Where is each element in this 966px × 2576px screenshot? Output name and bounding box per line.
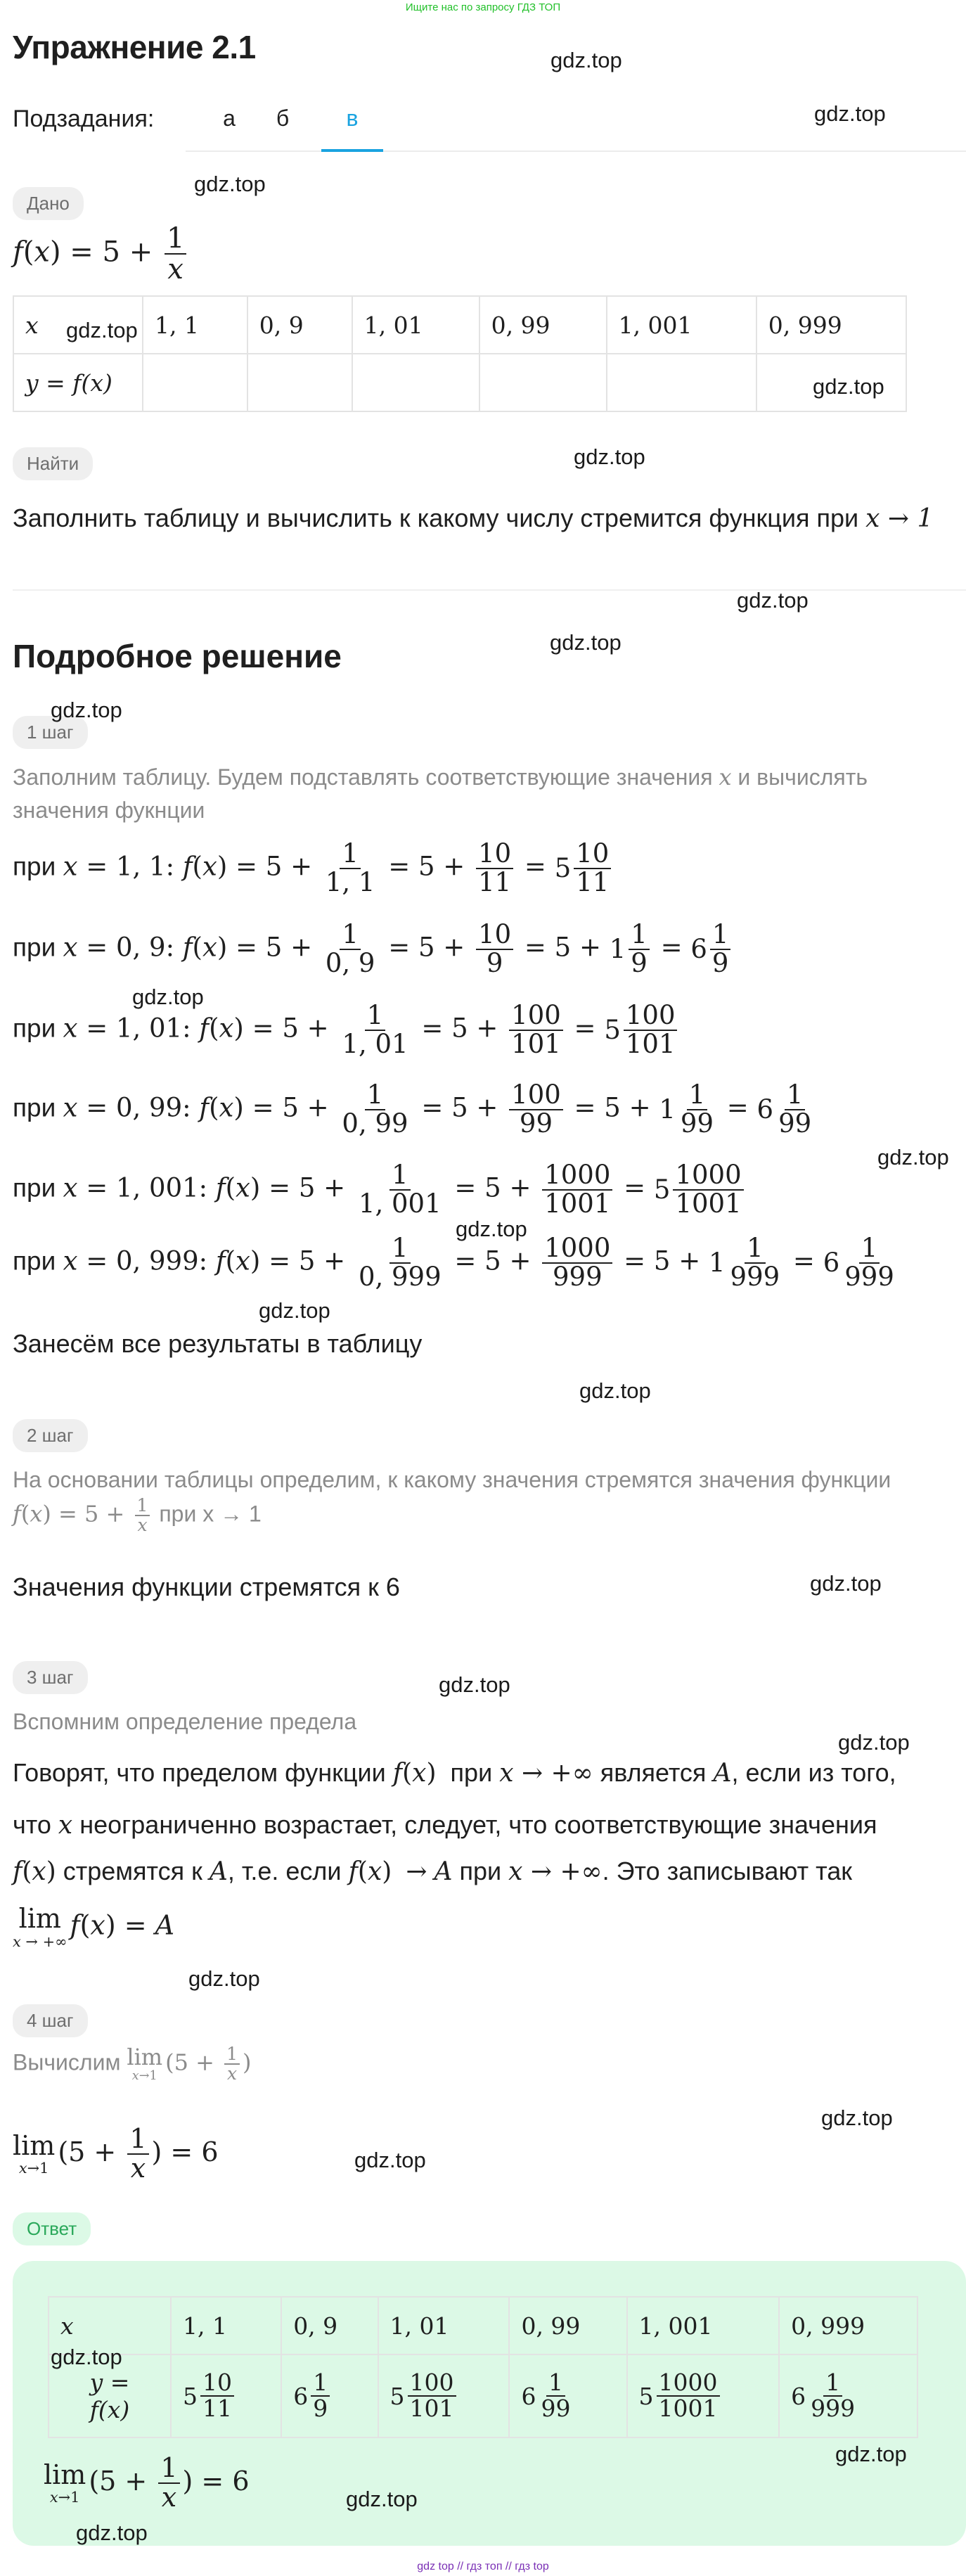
- step3-paragraph-3: f(x) стремятся к A, т.е. если f(x) → A при x → +∞. Это записывают так: [13, 1857, 852, 1886]
- table-cell: 0, 9: [247, 296, 352, 354]
- table-cell-empty: [607, 354, 756, 411]
- watermark: gdz.top: [835, 2442, 907, 2466]
- table-cell: 6 $\frac{1}{99}$: [509, 2354, 626, 2437]
- step2-intro: На основании таблицы определим, к какому значения стремятся значения функции: [13, 1467, 891, 1492]
- step4-intro: Вычислим lim x→1 (5 + $\frac{1}{x}$ ): [13, 2044, 252, 2084]
- find-badge: Найти: [13, 447, 93, 480]
- watermark: gdz.top: [194, 172, 266, 196]
- step2-formula: f(x) = 5 + $\frac{1}{x}$ при x → 1: [13, 1495, 262, 1536]
- table-y-label: y = f(x): [13, 354, 143, 411]
- active-tab-indicator: [321, 149, 383, 152]
- answer-y-label: y = f(x): [49, 2354, 171, 2437]
- watermark: gdz.top: [810, 1571, 882, 1596]
- watermark: gdz.top: [821, 2106, 893, 2130]
- given-function: f(x) = 5 + $\frac{1}{x}$: [13, 224, 189, 284]
- table-cell: 1, 1: [171, 2297, 281, 2354]
- divider: [13, 589, 966, 591]
- watermark: gdz.top: [354, 2148, 426, 2172]
- watermark: gdz.top: [574, 444, 645, 469]
- table-cell: 5 $\frac{100}{101}$: [378, 2354, 510, 2437]
- answer-table: [48, 2296, 918, 2438]
- watermark: gdz.top: [813, 374, 884, 399]
- step3-paragraph-1: Говорят, что пределом функции f(x) при x → +∞ является A, если из того,: [13, 1758, 896, 1788]
- calc-line: при x = 1, 01: f(x) = 5 + $\frac{1}{1, 01}$ = 5 + $\frac{100}{101}$ = 5 $\frac{100}{101}$: [13, 1002, 680, 1058]
- watermark: gdz.top: [132, 985, 204, 1009]
- given-badge: Дано: [13, 187, 84, 220]
- step1-intro-cont: значения фукнции: [13, 797, 205, 823]
- table-cell: 1, 001: [627, 2297, 780, 2354]
- calc-line: при x = 0, 999: f(x) = 5 + $\frac{1}{0, 999}$ = 5 + $\frac{1000}{999}$ = 5 + 1 $\frac{1}{999}$ = 6 $\frac{1}{999}$: [13, 1233, 894, 1292]
- answer-badge: Ответ: [13, 2212, 91, 2245]
- watermark: gdz.top: [838, 1730, 910, 1755]
- table-cell: 1, 01: [352, 296, 479, 354]
- step2-result: Значения функции стремятся к 6: [13, 1572, 400, 1601]
- step3-intro: Вспомним определение предела: [13, 1709, 357, 1734]
- tab-b[interactable]: б: [276, 105, 290, 131]
- table-cell: 0, 9: [281, 2297, 378, 2354]
- watermark: gdz.top: [51, 698, 122, 722]
- given-table: [13, 295, 907, 412]
- table-cell: 5 $\frac{1000}{1001}$: [627, 2354, 780, 2437]
- watermark: gdz.top: [737, 588, 809, 613]
- tab-a[interactable]: а: [223, 105, 236, 131]
- step3-paragraph-2: что x неограниченно возрастает, следует, что соответствующие значения: [13, 1810, 877, 1840]
- subtasks-label: Подзадания:: [13, 105, 155, 132]
- watermark: gdz.top: [51, 2345, 122, 2369]
- watermark: gdz.top: [259, 1298, 330, 1323]
- footer-links[interactable]: gdz top // гдз топ // гдз top: [417, 2561, 549, 2572]
- table-cell: 6 $\frac{1}{999}$: [779, 2354, 917, 2437]
- table-cell-empty: [479, 354, 607, 411]
- table-cell-empty: [143, 354, 247, 411]
- table-cell-empty: [352, 354, 479, 411]
- watermark: gdz.top: [550, 630, 622, 655]
- answer-x-label: x: [49, 2297, 171, 2354]
- table-cell: 1, 1: [143, 296, 247, 354]
- calc-line: при x = 0, 9: f(x) = 5 + $\frac{1}{0, 9}$ = 5 + $\frac{10}{9}$ = 5 + 1 $\frac{1}{9}$ = 6 $\frac{1}{9}$: [13, 921, 733, 978]
- watermark: gdz.top: [579, 1378, 651, 1403]
- watermark: gdz.top: [76, 2520, 148, 2545]
- table-cell: 0, 999: [779, 2297, 917, 2354]
- answer-limit: lim x→1 (5 + $\frac{1}{x}$ ) = 6: [44, 2452, 250, 2513]
- calc-line: при x = 1, 001: f(x) = 5 + $\frac{1}{1, 001}$ = 5 + $\frac{1000}{1001}$ = 5 $\frac{1000}{1001}$: [13, 1162, 747, 1218]
- tab-v[interactable]: в: [346, 105, 359, 131]
- watermark: gdz.top: [456, 1217, 527, 1241]
- table-cell-empty: [247, 354, 352, 411]
- table-cell: 6 $\frac{1}{9}$: [281, 2354, 378, 2437]
- step-badge: 1 шаг: [13, 716, 88, 749]
- table-cell: 0, 99: [479, 296, 607, 354]
- table-cell: 0, 99: [509, 2297, 626, 2354]
- step4-result: lim x→1 (5 + $\frac{1}{x}$ ) = 6: [13, 2123, 219, 2184]
- step1-outro: Занесём все результаты в таблицу: [13, 1329, 423, 1358]
- table-x-label: x: [13, 296, 143, 354]
- step1-intro: Заполним таблицу. Будем подставлять соответствующие значения x и вычислять: [13, 764, 868, 790]
- step-badge: 4 шаг: [13, 2004, 88, 2037]
- watermark: gdz.top: [877, 1145, 949, 1170]
- step-badge: 3 шаг: [13, 1661, 88, 1694]
- top-banner[interactable]: Ищите нас по запросу ГДЗ ТОП: [405, 1, 561, 13]
- find-text: Заполнить таблицу и вычислить к какому числу стремится функция при x → 1: [13, 504, 934, 533]
- watermark: gdz.top: [814, 101, 886, 126]
- limit-definition: lim x → +∞ f(x) = A: [13, 1903, 175, 1950]
- step-badge: 2 шаг: [13, 1419, 88, 1452]
- solution-title: Подробное решение: [13, 638, 342, 674]
- table-cell: 1, 01: [378, 2297, 510, 2354]
- watermark: gdz.top: [66, 318, 138, 342]
- watermark: gdz.top: [346, 2487, 418, 2511]
- calc-line: при x = 0, 99: f(x) = 5 + $\frac{1}{0, 99}$ = 5 + $\frac{100}{99}$ = 5 + 1 $\frac{1}{99}$ = 6 $\frac{1}{99}$: [13, 1079, 812, 1139]
- table-cell: 5 $\frac{10}{11}$: [171, 2354, 281, 2437]
- page-title: Упражнение 2.1: [13, 29, 256, 65]
- calc-line: при x = 1, 1: f(x) = 5 + $\frac{1}{1, 1}$ = 5 + $\frac{10}{11}$ = 5 $\frac{10}{11}$: [13, 840, 614, 897]
- table-cell: 1, 001: [607, 296, 756, 354]
- watermark: gdz.top: [550, 48, 622, 72]
- watermark: gdz.top: [439, 1672, 510, 1697]
- table-cell: 0, 999: [756, 296, 906, 354]
- watermark: gdz.top: [188, 1966, 260, 1991]
